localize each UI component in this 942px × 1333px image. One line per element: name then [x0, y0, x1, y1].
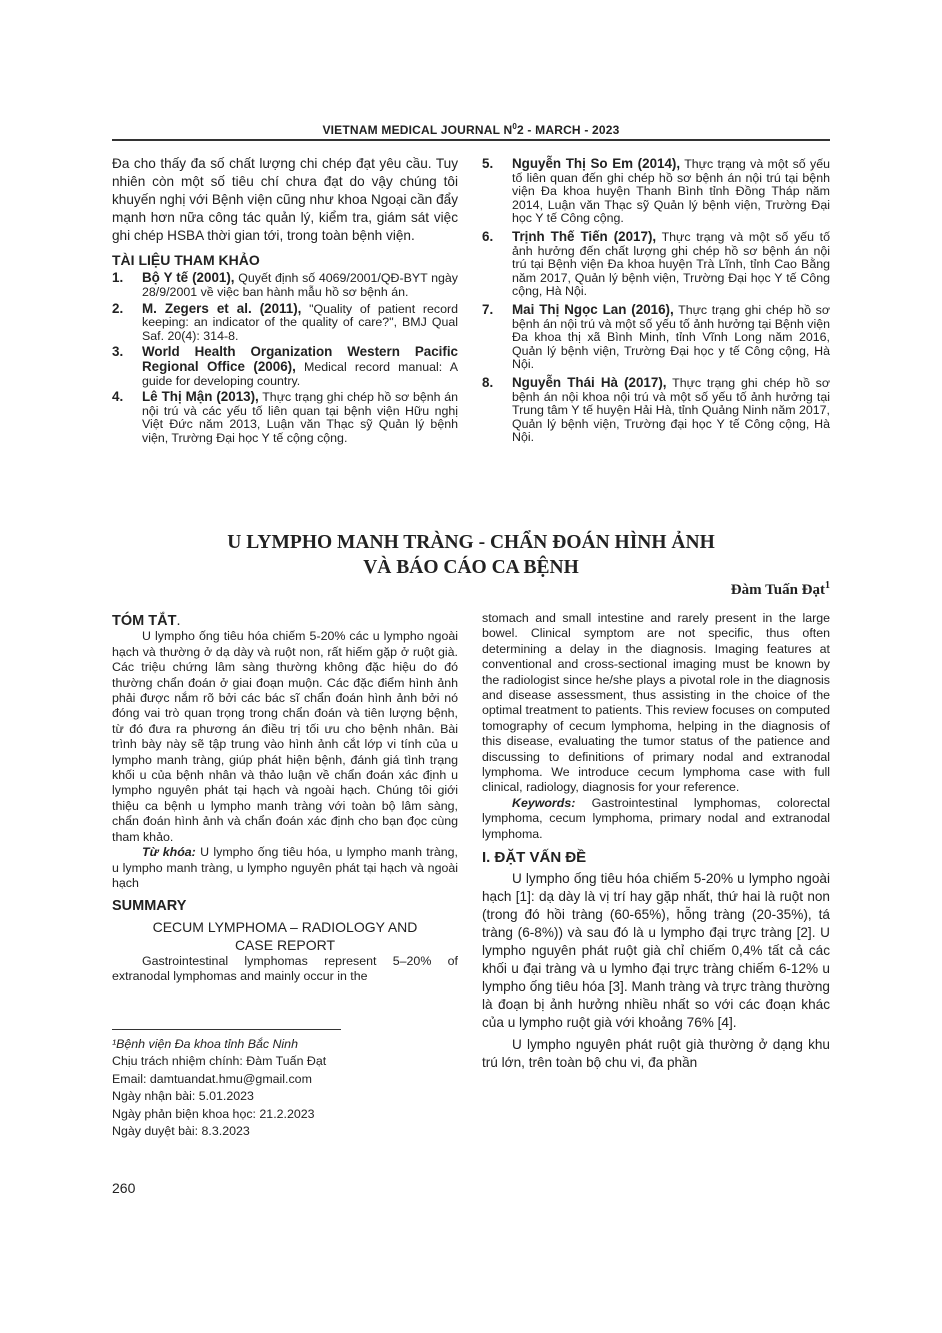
- right-column-top: [482, 157, 830, 447]
- summary-heading: SUMMARY: [112, 898, 187, 915]
- article-title: U LYMPHO MANH TRÀNG - CHẨN ĐOÁN HÌNH ẢNH VÀ BÁO CÁO CA BỆNH: [227, 532, 715, 578]
- left-column-bottom: [112, 614, 458, 985]
- conclusion-paragraph: Đa cho thấy đa số chất lượng chi chép đạt yêu cầu. Tuy nhiên còn một số tiêu chí chưa đạt do vậy chúng tôi khuyến nghị với Bệnh viện cũng như khoa Ngoại cần đẩy mạnh hơn nữa công tác quản lý, kiểm tra, giám sát việc ghi chép HSBA thời gian tới, trong toàn bệnh viện.: [112, 156, 458, 243]
- reference-item: 7. Mai Thị Ngọc Lan (2016), Thực trạng ghi chép hồ sơ bệnh án nội trú và một số yếu tố ảnh hưởng tại Bệnh viện Đa khoa thị xã Bình Minh, tỉnh Vĩnh Long năm 2016, Quản lý bệnh viện, Trường Đại học y tế Công cộng, Hà Nội.: [482, 301, 830, 372]
- reference-item: 6. Trịnh Thế Tiến (2017), Thực trạng và một số yếu tố ảnh hưởng đến chất lượng ghi chép hồ sơ bệnh án nội trú tại Bệnh viện Đa khoa huyện Trà Lĩnh, tỉnh Cao Bằng năm 2017, Quản lý bệnh viện, Trường Đại học Y tế Công cộng, Hà Nội.: [482, 228, 830, 299]
- intro-paragraph-2: U lympho nguyên phát ruột già thường ở dạng khu trú lớn, trên toàn bộ chu vi, đa phần: [482, 1036, 830, 1070]
- intro-heading: I. ĐẶT VẤN ĐỀ: [482, 849, 587, 867]
- references-list-right: [482, 157, 830, 445]
- article-author: Đàm Tuấn Đạt$^1$: [730, 580, 830, 598]
- date-reviewed: Ngày phản biện khoa học: 21.2.2023: [112, 1106, 315, 1121]
- abstract-keywords: Từ khóa: U lympho ống tiêu hóa, u lympho manh tràng, u lympho manh tràng, u lympho nguyên phát tại hạch và ngoài hạch: [112, 845, 458, 890]
- intro-paragraph-1: U lympho ống tiêu hóa chiếm 5-20% u lympho ngoài hạch [1]: dạ dày là vị trí hay gặp nhất, thứ hai là ruột non (trong đó hồi tràng (60-65%), hỗng tràng (20-35%), tá tràng (6-8%)) và sau đó là u lympho đại trực tràng [2]. U lympho nguyên phát ruột già chỉ chiếm 0,4% tất cả các khối u đại tràng và u lymho đại trực tràng chiếm 6-12% u lympho ống tiêu hóa [3]. Manh tràng và trực tràng thường là đoạn bị ảnh hưởng nhiều nhất so với các đoạn khác của u lympho ruột già với khoảng 76% [4].: [482, 870, 830, 1030]
- date-received: Ngày nhận bài: 5.01.2023: [112, 1089, 254, 1104]
- reference-item: 4. Lê Thị Mận (2013), Thực trạng ghi chép hồ sơ bệnh án nội trú và các yếu tố liên quan tại bệnh viện Hữu nghị Việt Đức năm 2013, Luận văn Thạc sỹ Quản lý bệnh viện, Trường Đại học Y tế cộng cộng.: [112, 389, 458, 445]
- affiliation: ¹Bệnh viện Đa khoa tỉnh Bắc Ninh: [112, 1037, 298, 1051]
- date-accepted: Ngày duyệt bài: 8.3.2023: [112, 1124, 250, 1139]
- summary-body-start: Gastrointestinal lymphomas represent 5–20% of extranodal lymphomas and mainly occur in the: [112, 953, 458, 984]
- email: Email: damtuandat.hmu@gmail.com: [112, 1071, 312, 1086]
- footnotes: [112, 1036, 352, 1140]
- references-list-left: [112, 271, 458, 445]
- reference-item: 5. Nguyễn Thị So Em (2014), Thực trạng và một số yếu tố liên quan đến ghi chép hồ sơ bệnh án nội trú tại bệnh viện Đa khoa huyện Thanh Bình tỉnh Đồng Tháp năm 2014, Luận văn Thạc sỹ Quản lý bệnh viện, Trường Đại học Y tế Công cộng.: [482, 156, 830, 226]
- footnote-rule: [112, 1029, 341, 1030]
- abstract-heading: TÓM TẮT.: [112, 613, 181, 629]
- right-column-bottom: [482, 611, 830, 1072]
- references-heading: TÀI LIỆU THAM KHẢO: [112, 252, 260, 268]
- reference-item: 8. Nguyễn Thái Hà (2017), Thực trạng ghi chép hồ sơ bệnh án nội khoa nội trú và một số yếu tố ảnh hưởng tại Trung tâm Y tế huyện Hải Hà, tỉnh Quảng Ninh năm 2017, Quản lý bệnh viện, Trường đại học Y tế Công cộng, Hà Nội.: [482, 374, 830, 445]
- header-rule: [112, 139, 830, 141]
- responsible-author: Chịu trách nhiệm chính: Đàm Tuấn Đạt: [112, 1054, 327, 1069]
- summary-body-continued: stomach and small intestine and rarely present in the large bowel. Clinical symptom are not specific, thus often determining a delay in the diagnosis. Imaging features at conventional and cross-sectional imaging must be known by the radiologist since he/she plays a pivotal role in the diagnosis and disease assessment, thus assisting in the choice of the optimal treatment to patients. This review focuses on computed tomography of cecum lymphoma, helping in the diagnosis of this disease, evaluating the tumor status of the patience and discussing to definitions of primary nodal and extranodal lymphoma. We introduce cecum lymphoma case with full clinical, radiology, diagnosis for your reference.: [482, 611, 830, 795]
- left-column-top: [112, 155, 458, 448]
- running-header: VIETNAM MEDICAL JOURNAL $N^02$ - MARCH - 2023: [322, 122, 620, 137]
- summary-title: CECUM LYMPHOMA – RADIOLOGY AND CASE REPORT: [152, 918, 418, 953]
- page-number: 260: [112, 1180, 136, 1196]
- reference-item: 3. World Health Organization Western Pacific Regional Office (2006), Medical record manual: A guide for developing country.: [112, 344, 458, 388]
- summary-keywords: Keywords: Gastrointestinal lymphomas, colorectal lymphoma, cecum lymphoma, primary nodal and extranodal lymphoma.: [482, 795, 830, 841]
- abstract-body: U lympho ống tiêu hóa chiếm 5-20% các u lympho ngoài hạch và thường ở dạ dày và ruột non, rất hiếm gặp ở ruột già. Các triệu chứng lâm sàng thường không đặc hiệu do đó thường chẩn đoán ở giai đoạn muộn. Các đặc điểm hình ảnh phải được nắm rõ bởi các bác sĩ chẩn đoán hình ảnh bởi nó đóng vai trò quan trọng trong chẩn đoán và tiên lượng bệnh, từ đó đưa ra phương án điều trị tối ưu cho bệnh nhân. Bài trình bày này sẽ tập trung vào hình ảnh cắt lớp vi tính của u lympho manh tràng, giúp phát hiện bệnh, đánh giá tình trạng khối u của bệnh nhân và thảo luận về chẩn đoán xác định u lympho nguyên phát tại hạch và ngoài hạch. Chúng tôi giới thiệu ca bệnh u lympho manh tràng với toàn bộ lâm sàng, chẩn đoán hình ảnh và chẩn đoán xác định cho bạn đọc cùng tham khảo.: [112, 629, 458, 844]
- reference-item: 1. Bộ Y tế (2001), Quyết định số 4069/2001/QĐ-BYT ngày 28/9/2001 về việc ban hành mẫu hồ sơ bệnh án.: [112, 270, 458, 299]
- reference-item: 2. M. Zegers et al. (2011), "Quality of patient record keeping: an indicator of the quality of care?", BMJ Qual Saf. 20(4): 314-8.: [112, 300, 459, 343]
